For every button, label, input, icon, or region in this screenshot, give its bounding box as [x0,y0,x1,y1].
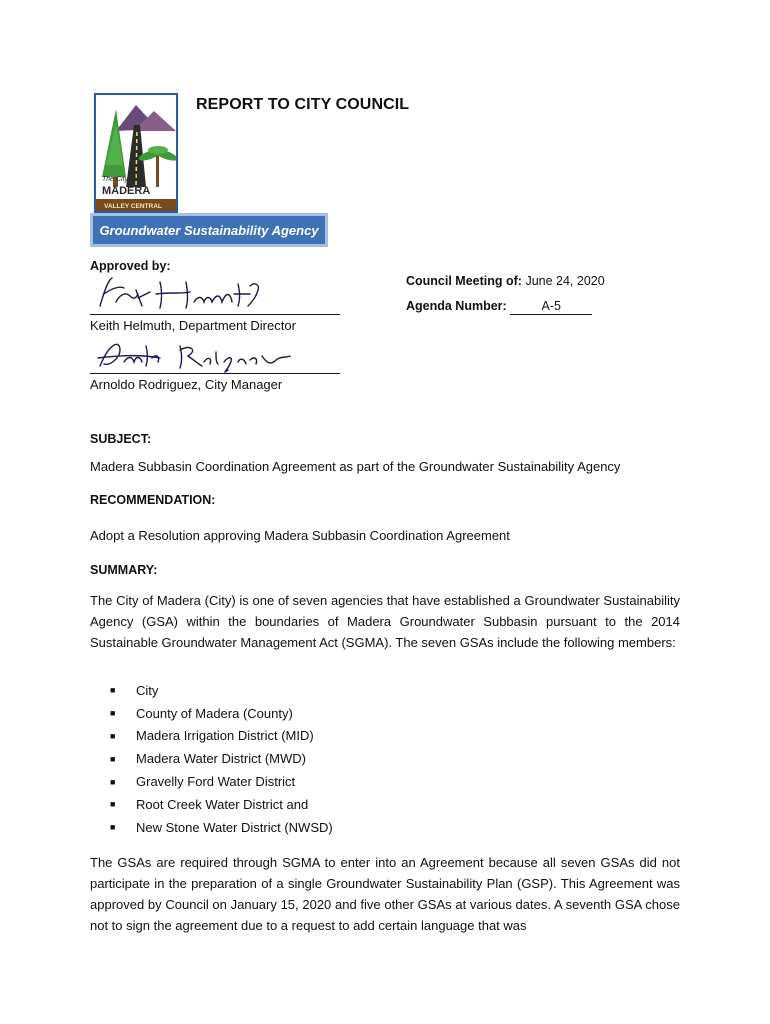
member-name: Root Creek Water District and [136,796,309,812]
report-title: REPORT TO CITY COUNCIL [196,96,410,113]
signature-line [90,314,340,315]
agenda-number [406,299,592,315]
recommendation-text: Adopt a Resolution approving Madera Subbasin Coordination Agreement [90,528,510,543]
member-name: New Stone Water District (NWSD) [136,819,333,835]
member-name: Madera Water District (MWD) [136,751,306,767]
bullet-icon: ■ [110,753,116,764]
bullet-icon: ■ [110,708,116,719]
approved-by-label: Approved by: [90,259,171,273]
recommendation-heading: RECOMMENDATION: [90,493,216,507]
list-item [110,793,333,816]
logo-line2: MADERA [102,185,151,197]
summary-paragraph: The City of Madera (City) is one of seven agencies that have established a Groundwater Sustainability Agency (GSA) within the boundaries of Madera Groundwater Subbasin pursuant to the 2014 Sustainable Groundwater Management Act (SGMA). The seven GSAs include the following members: [90,593,680,650]
bullet-icon: ■ [110,685,116,696]
member-name: Gravelly Ford Water District [136,774,296,790]
list-item [110,702,333,725]
meeting-value: June 24, 2020 [525,274,605,288]
bullet-icon: ■ [110,799,116,810]
list-item [110,679,333,702]
summary-heading: SUMMARY: [90,563,158,577]
bullet-icon: ■ [110,822,116,833]
bullet-icon: ■ [110,776,116,787]
bullet-icon: ■ [110,730,116,741]
list-item [110,770,333,793]
director-signature [90,272,340,316]
signature-line [90,373,340,374]
list-item [110,725,333,748]
subject-text: Madera Subbasin Coordination Agreement as part of the Groundwater Sustainability Agency [90,459,621,474]
meeting-label: Council Meeting of: [406,274,522,288]
agenda-value: A-5 [510,299,592,315]
list-item [110,816,333,839]
agenda-label: Agenda Number: [406,299,507,313]
gsa-member-list [110,679,333,839]
city-of-madera-logo [94,93,178,213]
agency-banner: Groundwater Sustainability Agency [90,213,328,247]
member-name: Madera Irrigation District (MID) [136,728,314,744]
signer-name: Keith Helmuth, Department Director [90,318,296,333]
subject-heading: SUBJECT: [90,432,152,446]
logo-line3: VALLEY CENTRAL [104,203,162,210]
city-manager-signature [90,336,340,376]
logo-line1: The City of [102,176,136,183]
member-name: County of Madera (County) [136,705,293,721]
signer-name: Arnoldo Rodriguez, City Manager [90,377,283,392]
council-meeting-date [406,274,605,288]
list-item [110,747,333,770]
member-name: City [136,682,159,698]
closing-paragraph: The GSAs are required through SGMA to enter into an Agreement because all seven GSAs did not participate in the preparation of a single Groundwater Sustainability Plan (GSP). This Agreement was approved by Council on January 15, 2020 and five other GSAs at various dates. A seventh GSA chose not to sign the agreement due to a request to add certain language that was [90,855,680,933]
